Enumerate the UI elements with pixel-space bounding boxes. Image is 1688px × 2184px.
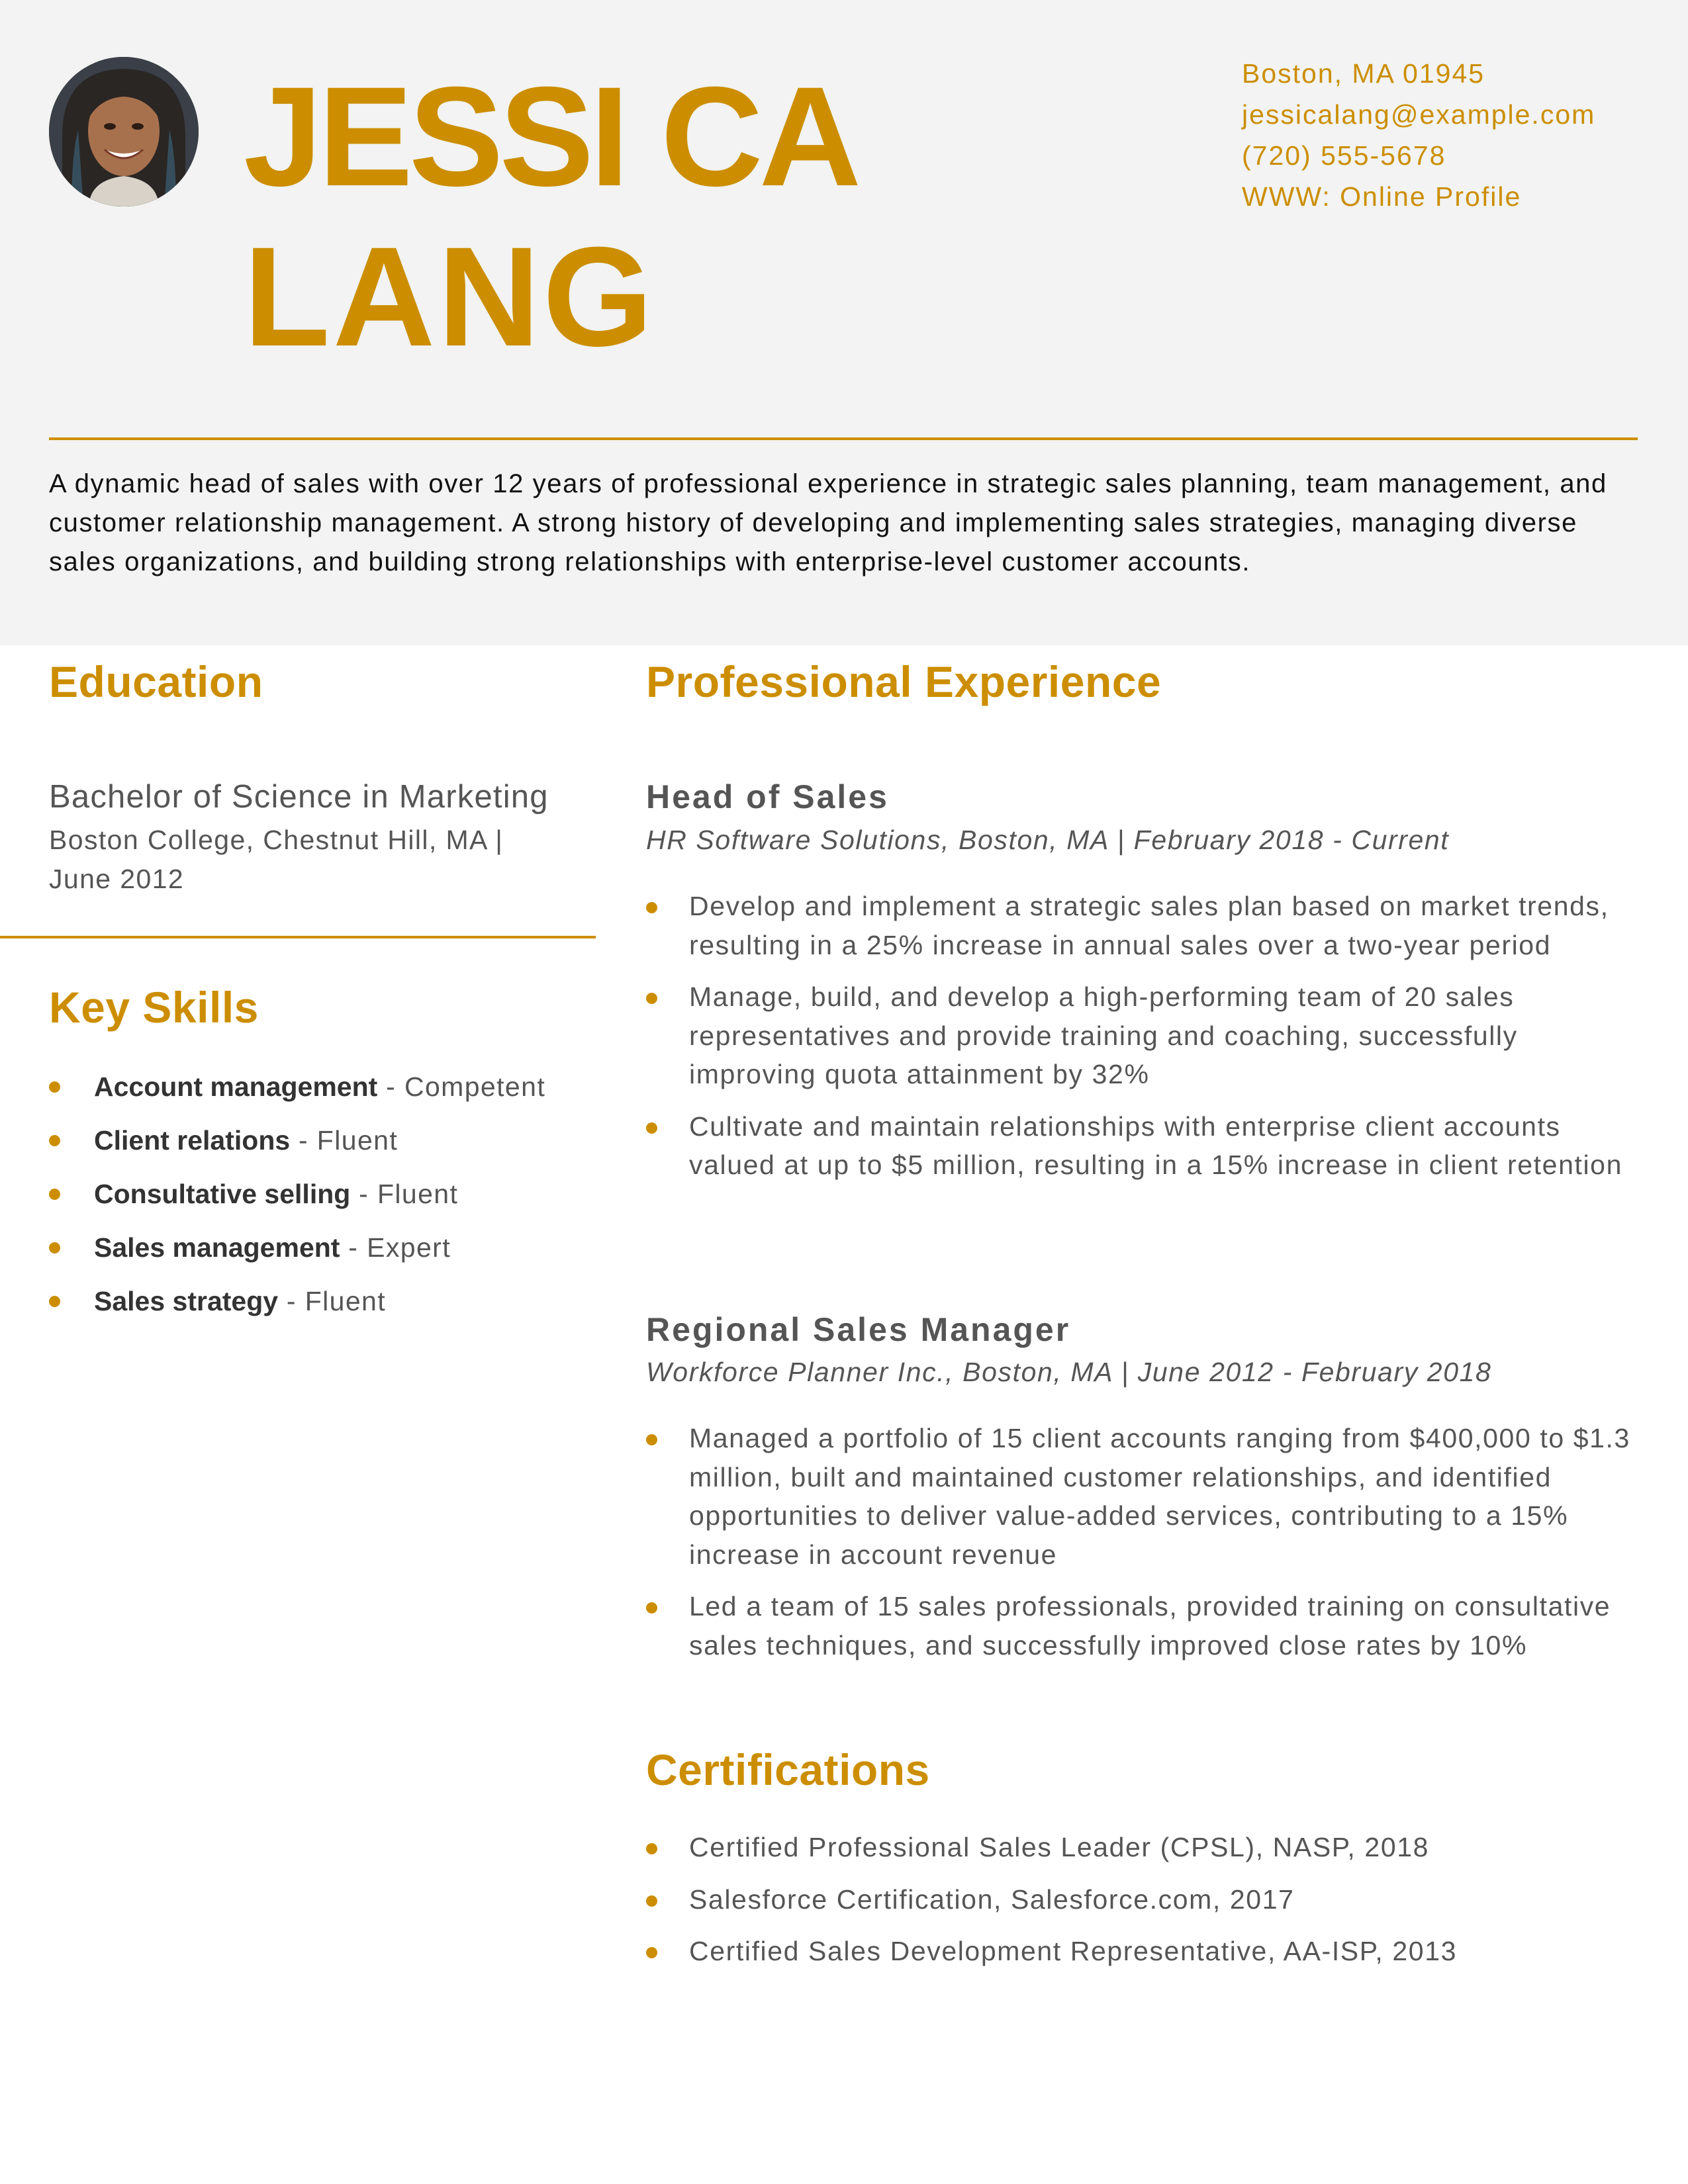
skill-item xyxy=(49,1060,592,1114)
job-bullet: Led a team of 15 sales professionals, provided training on consultative sales techniques, and successfully improved close rates by 10% xyxy=(646,1587,1652,1664)
education-heading: Education xyxy=(49,657,263,706)
skill-name: Consultative selling xyxy=(94,1179,351,1209)
profile-photo-illustration xyxy=(49,57,199,206)
job-bullet: Cultivate and maintain relationships with enterprise client accounts valued at up to $5 million, resulting in a 15% increase in client retention xyxy=(646,1107,1652,1185)
skill-level: - Competent xyxy=(377,1071,546,1102)
certifications-heading: Certifications xyxy=(646,1745,930,1794)
candidate-name xyxy=(244,57,857,377)
education-degree: Bachelor of Science in Marketing xyxy=(49,779,549,815)
contact-phone[interactable]: (720) 555-5678 xyxy=(1242,140,1446,171)
skill-level: - Expert xyxy=(340,1232,451,1263)
skill-name: Sales management xyxy=(94,1232,340,1263)
certification-item: Salesforce Certification, Salesforce.com, 2017 xyxy=(646,1880,1652,1919)
job-bullets xyxy=(646,887,1652,1198)
professional-summary: A dynamic head of sales with over 12 years of professional experience in strategic sales planning, team management, and customer relationship management. A strong history of developing and implementing sales strategies, managing diverse sales organizations, and building strong relationships with enterprise-level customer accounts. xyxy=(49,469,1607,576)
first-name: JESSI CA xyxy=(244,58,858,216)
job-bullet: Managed a portfolio of 15 client accounts ranging from $400,000 to $1.3 million, built and maintained customer relationships, and identified opportunities to deliver value-added services, contributing to a 15% increase in account revenue xyxy=(646,1419,1652,1574)
certification-item: Certified Sales Development Representative, AA-ISP, 2013 xyxy=(646,1932,1652,1971)
job-title: Regional Sales Manager xyxy=(646,1311,1071,1348)
skill-name: Account management xyxy=(94,1071,378,1102)
skill-item xyxy=(49,1114,592,1167)
job-meta: Workforce Planner Inc., Boston, MA | June 2012 - February 2018 xyxy=(646,1357,1492,1387)
experience-heading: Professional Experience xyxy=(646,657,1162,706)
contact-address: Boston, MA 01945 xyxy=(1242,58,1485,89)
skill-item xyxy=(49,1275,592,1328)
job-bullet: Develop and implement a strategic sales plan based on market trends, resulting in a 25% increase in annual sales over a two-year period xyxy=(646,887,1652,964)
education-divider xyxy=(0,936,596,938)
skill-item xyxy=(49,1167,592,1221)
job-meta: HR Software Solutions, Boston, MA | February 2018 - Current xyxy=(646,825,1450,855)
certifications-list xyxy=(646,1828,1652,1984)
skills-list xyxy=(49,1060,592,1328)
skill-name: Client relations xyxy=(94,1125,291,1156)
skills-heading: Key Skills xyxy=(49,983,259,1032)
profile-photo xyxy=(49,57,199,206)
certification-item: Certified Professional Sales Leader (CPSL), NASP, 2018 xyxy=(646,1828,1652,1867)
skill-level: - Fluent xyxy=(278,1286,387,1316)
contact-email[interactable]: jessicalang@example.com xyxy=(1242,99,1596,130)
skill-level: - Fluent xyxy=(350,1179,459,1209)
skill-level: - Fluent xyxy=(290,1125,399,1156)
contact-website[interactable]: WWW: Online Profile xyxy=(1242,181,1522,212)
header-divider xyxy=(49,437,1638,440)
education-school: Boston College, Chestnut Hill, MA | June 2012 xyxy=(49,825,504,894)
job-bullets xyxy=(646,1419,1652,1678)
job-title: Head of Sales xyxy=(646,778,889,815)
last-name: LANG xyxy=(244,218,656,376)
contact-info xyxy=(1242,53,1595,217)
job-bullet: Manage, build, and develop a high-performing team of 20 sales representatives and provide training and coaching, successfully improving quota attainment by 32% xyxy=(646,978,1652,1094)
skill-item xyxy=(49,1221,592,1275)
header-band xyxy=(0,0,1688,645)
skill-name: Sales strategy xyxy=(94,1286,279,1316)
